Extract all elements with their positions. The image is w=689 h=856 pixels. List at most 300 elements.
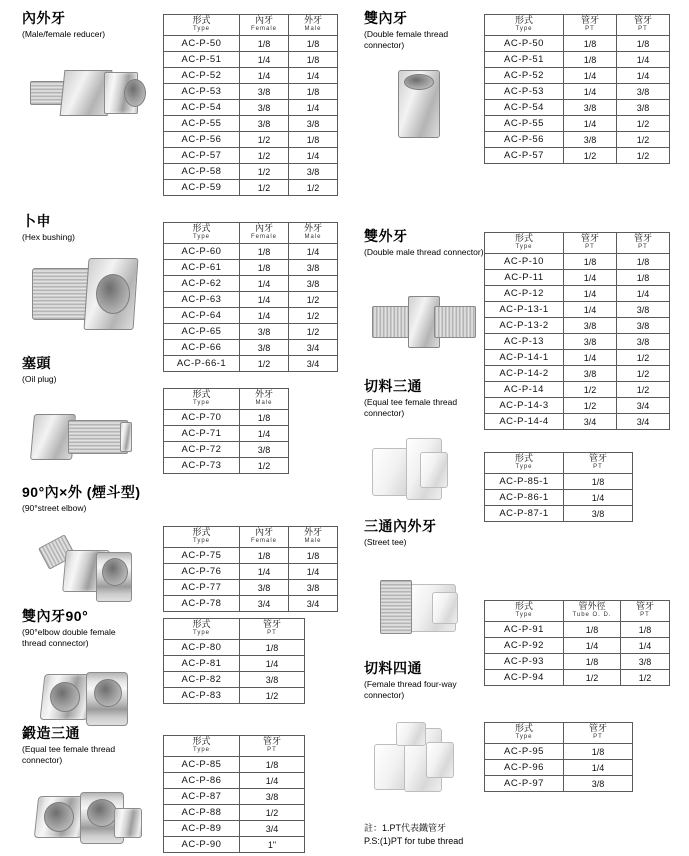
- cell-type: AC-P-51: [485, 52, 564, 68]
- th-cn: 管牙: [262, 619, 281, 629]
- table-row: [164, 180, 338, 196]
- cell-pt1: 1/4: [564, 350, 617, 366]
- cell-female: 3/8: [240, 580, 289, 596]
- table-row: [164, 276, 338, 292]
- table-row: [485, 318, 670, 334]
- footnote-line-2: P.S:(1)PT for tube thread: [364, 836, 464, 846]
- cell-female: 3/8: [240, 324, 289, 340]
- cell-pt2: 3/8: [617, 302, 670, 318]
- section-title-en: (Hex bushing): [22, 232, 75, 242]
- cell-pt: 1/4: [240, 773, 305, 789]
- th-en: Type: [192, 630, 210, 636]
- table-row: [485, 270, 670, 286]
- section-title-cn: 卜申: [22, 213, 51, 229]
- table-row: [164, 789, 305, 805]
- cell-type: AC-P-57: [164, 148, 240, 164]
- cell-type: AC-P-88: [164, 805, 240, 821]
- figure-oil-plug: [24, 398, 144, 478]
- th-cn: 形式: [192, 389, 211, 399]
- th-en: PT: [638, 26, 648, 32]
- table-row: [164, 426, 289, 442]
- cell-pt1: 3/8: [564, 100, 617, 116]
- cell-type: AC-P-55: [164, 116, 240, 132]
- cell-type: AC-P-57: [485, 148, 564, 164]
- th-en: PT: [640, 612, 650, 618]
- cell-pt: 1/8: [240, 757, 305, 773]
- cell-pt: 1/8: [564, 744, 633, 760]
- cell-pt2: 1/2: [617, 116, 670, 132]
- cell-type: AC-P-53: [485, 84, 564, 100]
- spec-table-double-female-thread: [484, 14, 670, 164]
- cell-male: 1/8: [289, 548, 338, 564]
- cell-female: 1/4: [240, 292, 289, 308]
- cell-pt2: 1/2: [617, 148, 670, 164]
- table-row: [164, 458, 289, 474]
- cell-female: 1/2: [240, 148, 289, 164]
- cell-type: AC-P-14-1: [485, 350, 564, 366]
- table-wrap-equal-tee-female: [484, 452, 633, 522]
- cell-type: AC-P-73: [164, 458, 240, 474]
- cell-type: AC-P-14: [485, 382, 564, 398]
- section-heading-street-tee: [364, 518, 437, 548]
- table-row: [485, 302, 670, 318]
- cell-pt2: 3/8: [617, 334, 670, 350]
- cell-type: AC-P-52: [164, 68, 240, 84]
- cell-type: AC-P-66: [164, 340, 240, 356]
- cell-type: AC-P-59: [164, 180, 240, 196]
- th-en: Female: [250, 26, 277, 32]
- th-cn: 外牙: [254, 389, 273, 399]
- th-cn: 形式: [514, 723, 533, 733]
- cell-pt1: 1/4: [564, 68, 617, 84]
- cell-type: AC-P-70: [164, 410, 240, 426]
- cell-type: AC-P-63: [164, 292, 240, 308]
- table-row: [164, 564, 338, 580]
- cell-pt2: 3/8: [617, 318, 670, 334]
- th-cn: 形式: [192, 527, 211, 537]
- section-title-en: (Equal tee female thread connector): [22, 744, 116, 765]
- cell-type: AC-P-90: [164, 837, 240, 853]
- cell-type: AC-P-87-1: [485, 506, 564, 522]
- th-en: Male: [304, 234, 322, 240]
- section-heading-oil-plug: [22, 355, 56, 385]
- table-wrap-male-female-reducer: [163, 14, 338, 196]
- table-row: [485, 760, 633, 776]
- th-cn: 形式: [514, 601, 533, 611]
- th-en: PT: [267, 630, 277, 636]
- figure-street-tee: [366, 562, 476, 652]
- table-row: [164, 148, 338, 164]
- cell-male: 1/2: [289, 292, 338, 308]
- cell-type: AC-P-96: [485, 760, 564, 776]
- cell-female: 1/2: [240, 132, 289, 148]
- cell-type: AC-P-50: [164, 36, 240, 52]
- table-row: [485, 132, 670, 148]
- th-cn: 管牙: [580, 15, 599, 25]
- cell-male: 1/8: [289, 84, 338, 100]
- cell-female: 1/8: [240, 244, 289, 260]
- cell-pt1: 3/4: [564, 414, 617, 430]
- cell-type: AC-P-56: [164, 132, 240, 148]
- cell-pt: 1/2: [621, 670, 670, 686]
- figure-hex-bushing: [24, 250, 154, 336]
- table-row: [164, 340, 338, 356]
- cell-type: AC-P-86: [164, 773, 240, 789]
- th-cn: 管牙: [633, 15, 652, 25]
- table-row: [164, 548, 338, 564]
- table-row: [164, 68, 338, 84]
- cell-female: 1/4: [240, 68, 289, 84]
- th-cn: 內牙: [254, 223, 273, 233]
- cell-tube-od: 1/4: [564, 638, 621, 654]
- cell-type: AC-P-14-2: [485, 366, 564, 382]
- cell-pt: 1/4: [240, 656, 305, 672]
- cell-type: AC-P-60: [164, 244, 240, 260]
- cell-female: 1/4: [240, 276, 289, 292]
- section-title-en: (Double female thread connector): [364, 29, 449, 50]
- cell-pt: 3/8: [564, 506, 633, 522]
- cell-type: AC-P-62: [164, 276, 240, 292]
- figure-double-female-elbow-90: [24, 652, 154, 732]
- table-row: [164, 308, 338, 324]
- th-en: Type: [192, 234, 210, 240]
- cell-female: 3/8: [240, 100, 289, 116]
- figure-equal-tee-female: [366, 430, 476, 510]
- th-cn: 形式: [192, 736, 211, 746]
- cell-male: 1/4: [289, 100, 338, 116]
- table-row: [485, 414, 670, 430]
- cell-pt1: 1/2: [564, 398, 617, 414]
- cell-male: 3/8: [289, 276, 338, 292]
- section-heading-street-elbow-90: [22, 484, 141, 514]
- th-cn: 形式: [192, 223, 211, 233]
- th-en: PT: [638, 244, 648, 250]
- cell-male: 1/2: [289, 308, 338, 324]
- figure-male-female-reducer: [24, 48, 149, 128]
- th-cn: 內牙: [254, 15, 273, 25]
- table-wrap-hex-bushing: [163, 222, 338, 372]
- spec-table-oil-plug: [163, 388, 289, 474]
- cell-type: AC-P-86-1: [485, 490, 564, 506]
- section-title-cn: 內外牙: [22, 10, 66, 26]
- cell-type: AC-P-87: [164, 789, 240, 805]
- cell-pt1: 1/2: [564, 382, 617, 398]
- cell-type: AC-P-54: [485, 100, 564, 116]
- cell-male: 1/4: [289, 148, 338, 164]
- th-en: PT: [267, 747, 277, 753]
- section-title-cn: 切料三通: [364, 378, 422, 394]
- section-heading-forged-tee: [22, 725, 142, 765]
- cell-male: 3/8: [289, 580, 338, 596]
- table-row: [164, 410, 289, 426]
- figure-forged-tee: [24, 782, 154, 854]
- spec-table-male-female-reducer: [163, 14, 338, 196]
- cell-male: 1/8: [289, 36, 338, 52]
- table-row: [164, 292, 338, 308]
- cell-male: 1/8: [289, 132, 338, 148]
- table-row: [485, 382, 670, 398]
- cell-pt2: 1/4: [617, 68, 670, 84]
- cell-male: 1/2: [289, 180, 338, 196]
- th-en: Type: [515, 244, 533, 250]
- cell-pt: 1/2: [240, 805, 305, 821]
- table-row: [164, 580, 338, 596]
- th-en: Tube O. D.: [572, 612, 612, 618]
- figure-double-female-thread: [380, 62, 470, 144]
- table-row: [485, 670, 670, 686]
- cell-male: 3/8: [289, 164, 338, 180]
- section-title-en: (90°street elbow): [22, 503, 87, 513]
- th-en: Type: [515, 612, 533, 618]
- table-row: [485, 52, 670, 68]
- table-row: [485, 622, 670, 638]
- cell-pt2: 1/2: [617, 132, 670, 148]
- table-row: [164, 640, 305, 656]
- cell-pt1: 1/4: [564, 302, 617, 318]
- cell-type: AC-P-94: [485, 670, 564, 686]
- cell-type: AC-P-85: [164, 757, 240, 773]
- cell-pt: 3/4: [240, 821, 305, 837]
- cell-female: 1/2: [240, 164, 289, 180]
- table-row: [164, 100, 338, 116]
- cell-type: AC-P-93: [485, 654, 564, 670]
- table-row: [485, 744, 633, 760]
- table-row: [164, 164, 338, 180]
- figure-four-way-female: [366, 718, 476, 806]
- th-cn: 管牙: [588, 723, 607, 733]
- th-en: Type: [515, 464, 533, 470]
- cell-type: AC-P-92: [485, 638, 564, 654]
- cell-type: AC-P-83: [164, 688, 240, 704]
- cell-female: 1/8: [240, 36, 289, 52]
- section-title-cn: 雙內牙90°: [22, 608, 89, 624]
- section-heading-hex-bushing: [22, 213, 75, 243]
- table-row: [485, 100, 670, 116]
- cell-female: 1/4: [240, 308, 289, 324]
- th-cn: 外牙: [303, 527, 322, 537]
- cell-female: 3/4: [240, 596, 289, 612]
- table-row: [164, 84, 338, 100]
- cell-pt: 1/4: [564, 490, 633, 506]
- spec-table-double-male-thread: [484, 232, 670, 430]
- cell-type: AC-P-13-1: [485, 302, 564, 318]
- th-cn: 管牙: [633, 233, 652, 243]
- cell-male: 3/8: [240, 442, 289, 458]
- th-en: Type: [192, 400, 210, 406]
- th-en: Female: [250, 538, 277, 544]
- th-cn: 形式: [514, 233, 533, 243]
- cell-type: AC-P-95: [485, 744, 564, 760]
- table-row: [485, 474, 633, 490]
- section-title-cn: 雙內牙: [364, 10, 408, 26]
- spec-table-equal-tee-female: [484, 452, 633, 522]
- spec-table-street-elbow-90: [163, 526, 338, 612]
- th-cn: 形式: [192, 619, 211, 629]
- table-row: [164, 672, 305, 688]
- cell-male: 1/4: [289, 244, 338, 260]
- cell-pt1: 1/8: [564, 254, 617, 270]
- th-en: Type: [192, 747, 210, 753]
- cell-type: AC-P-53: [164, 84, 240, 100]
- cell-pt: 1/8: [564, 474, 633, 490]
- table-row: [485, 490, 633, 506]
- spec-table-double-female-elbow-90: [163, 618, 305, 704]
- table-row: [164, 52, 338, 68]
- cell-type: AC-P-97: [485, 776, 564, 792]
- cell-pt2: 1/8: [617, 36, 670, 52]
- section-title-en: (Double male thread connector): [364, 247, 484, 257]
- cell-male: 3/8: [289, 116, 338, 132]
- cell-type: AC-P-82: [164, 672, 240, 688]
- cell-type: AC-P-14-3: [485, 398, 564, 414]
- th-en: Male: [304, 26, 322, 32]
- cell-type: AC-P-51: [164, 52, 240, 68]
- th-cn: 管牙: [635, 601, 654, 611]
- table-row: [485, 506, 633, 522]
- table-row: [164, 356, 338, 372]
- cell-pt: 1/8: [621, 622, 670, 638]
- cell-type: AC-P-58: [164, 164, 240, 180]
- cell-pt1: 1/8: [564, 36, 617, 52]
- cell-pt: 3/8: [564, 776, 633, 792]
- table-row: [485, 286, 670, 302]
- th-en: PT: [585, 26, 595, 32]
- table-wrap-oil-plug: [163, 388, 289, 474]
- table-row: [164, 36, 338, 52]
- table-row: [164, 596, 338, 612]
- cell-type: AC-P-12: [485, 286, 564, 302]
- table-row: [485, 148, 670, 164]
- cell-type: AC-P-85-1: [485, 474, 564, 490]
- section-heading-four-way-female: [364, 660, 484, 700]
- th-en: PT: [593, 734, 603, 740]
- cell-type: AC-P-11: [485, 270, 564, 286]
- cell-female: 3/8: [240, 340, 289, 356]
- th-en: Type: [515, 734, 533, 740]
- cell-type: AC-P-78: [164, 596, 240, 612]
- th-en: Male: [304, 538, 322, 544]
- th-en: Type: [515, 26, 533, 32]
- cell-female: 1/2: [240, 180, 289, 196]
- cell-female: 3/8: [240, 84, 289, 100]
- footnote: [364, 822, 463, 848]
- table-row: [164, 260, 338, 276]
- cell-pt: 1/4: [564, 760, 633, 776]
- cell-pt: 1/4: [621, 638, 670, 654]
- table-row: [485, 84, 670, 100]
- th-cn: 內牙: [254, 527, 273, 537]
- cell-type: AC-P-61: [164, 260, 240, 276]
- th-cn: 管牙: [588, 453, 607, 463]
- table-row: [164, 773, 305, 789]
- cell-pt1: 3/8: [564, 132, 617, 148]
- cell-type: AC-P-10: [485, 254, 564, 270]
- cell-type: AC-P-75: [164, 548, 240, 564]
- table-row: [164, 837, 305, 853]
- section-heading-equal-tee-female: [364, 378, 484, 418]
- cell-female: 1/2: [240, 356, 289, 372]
- cell-male: 1/4: [289, 68, 338, 84]
- table-wrap-street-tee: [484, 600, 670, 686]
- cell-male: 3/8: [289, 260, 338, 276]
- cell-type: AC-P-81: [164, 656, 240, 672]
- table-row: [485, 116, 670, 132]
- section-heading-male-female-reducer: [22, 10, 105, 40]
- table-row: [164, 688, 305, 704]
- cell-pt1: 1/2: [564, 148, 617, 164]
- cell-type: AC-P-64: [164, 308, 240, 324]
- cell-pt1: 1/4: [564, 116, 617, 132]
- cell-male: 1/8: [240, 410, 289, 426]
- section-heading-double-female-elbow-90: [22, 608, 142, 648]
- th-cn: 外牙: [303, 223, 322, 233]
- th-cn: 管牙: [262, 736, 281, 746]
- section-title-cn: 切料四通: [364, 660, 422, 676]
- th-en: Female: [250, 234, 277, 240]
- cell-tube-od: 1/8: [564, 622, 621, 638]
- spec-table-four-way-female: [484, 722, 633, 792]
- cell-male: 1/8: [289, 52, 338, 68]
- th-en: Male: [255, 400, 273, 406]
- spec-table-hex-bushing: [163, 222, 338, 372]
- table-row: [485, 366, 670, 382]
- th-cn: 形式: [514, 453, 533, 463]
- cell-male: 3/4: [289, 340, 338, 356]
- cell-pt2: 1/2: [617, 350, 670, 366]
- table-row: [164, 244, 338, 260]
- cell-pt2: 1/4: [617, 286, 670, 302]
- cell-type: AC-P-14-4: [485, 414, 564, 430]
- cell-female: 1/4: [240, 52, 289, 68]
- section-title-cn: 三通內外牙: [364, 518, 437, 534]
- section-heading-double-male-thread: [364, 228, 484, 258]
- th-cn: 外牙: [303, 15, 322, 25]
- th-en: PT: [585, 244, 595, 250]
- figure-street-elbow-90: [24, 522, 154, 608]
- cell-type: AC-P-89: [164, 821, 240, 837]
- table-row: [164, 442, 289, 458]
- cell-pt1: 3/8: [564, 318, 617, 334]
- cell-male: 1/4: [240, 426, 289, 442]
- table-row: [485, 638, 670, 654]
- table-row: [164, 656, 305, 672]
- cell-male: 3/4: [289, 596, 338, 612]
- table-row: [164, 132, 338, 148]
- cell-tube-od: 1/2: [564, 670, 621, 686]
- cell-pt2: 3/4: [617, 398, 670, 414]
- cell-pt1: 1/4: [564, 270, 617, 286]
- cell-pt: 3/8: [240, 672, 305, 688]
- section-title-en: (Oil plug): [22, 374, 57, 384]
- table-row: [485, 398, 670, 414]
- cell-type: AC-P-52: [485, 68, 564, 84]
- cell-type: AC-P-76: [164, 564, 240, 580]
- cell-male: 1/2: [240, 458, 289, 474]
- table-row: [485, 68, 670, 84]
- table-row: [485, 254, 670, 270]
- cell-pt2: 3/8: [617, 84, 670, 100]
- cell-type: AC-P-50: [485, 36, 564, 52]
- cell-pt1: 1/4: [564, 84, 617, 100]
- table-row: [164, 757, 305, 773]
- cell-type: AC-P-66-1: [164, 356, 240, 372]
- table-row: [485, 654, 670, 670]
- cell-type: AC-P-77: [164, 580, 240, 596]
- cell-type: AC-P-80: [164, 640, 240, 656]
- table-row: [485, 776, 633, 792]
- table-row: [164, 116, 338, 132]
- section-title-en: (Equal tee female thread connector): [364, 397, 458, 418]
